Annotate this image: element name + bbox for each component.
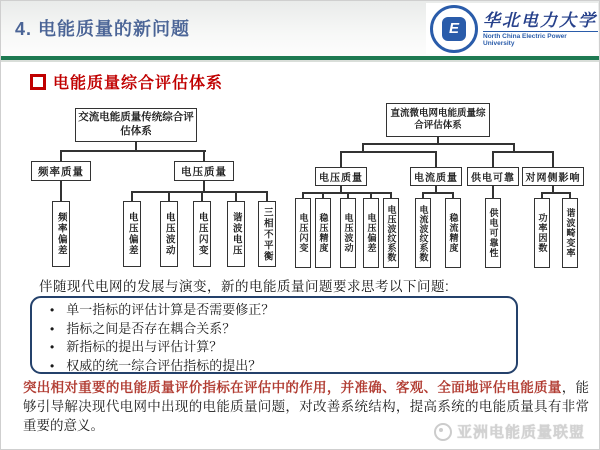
university-name-cn: 华北电力大学 — [483, 10, 597, 30]
ac-leaf: 电压偏差 — [123, 201, 141, 267]
ac-leaf: 频率偏差 — [52, 201, 70, 267]
ac-leaf: 电压波动 — [160, 201, 178, 267]
university-emblem-icon: E — [430, 5, 478, 53]
ac-leaf: 电压闪变 — [193, 201, 211, 267]
dc-leaf: 稳压精度 — [315, 198, 331, 268]
dc-leaf: 电压波动 — [340, 198, 356, 268]
connector-line — [131, 191, 268, 193]
connector-line — [135, 142, 137, 150]
apqi-logo-icon — [434, 423, 452, 441]
footer-watermark — [434, 421, 585, 442]
connector-line — [266, 191, 268, 201]
connector-line — [541, 192, 571, 194]
connector-line — [492, 151, 554, 153]
connector-line — [492, 151, 494, 167]
connector-line — [60, 181, 62, 201]
questions-list — [44, 301, 508, 375]
dc-branch-current: 电流质量 — [410, 167, 462, 186]
dc-leaf: 供电可靠性 — [485, 198, 501, 268]
ac-branch-voltage: 电压质量 — [174, 161, 234, 181]
connector-line — [203, 150, 205, 161]
page-title: 4. 电能质量的新问题 — [15, 19, 191, 39]
slide-header — [1, 1, 600, 56]
ac-tree-root: 交流电能质量传统综合评估体系 — [75, 108, 197, 142]
conclusion-highlight: 突出相对重要的电能质量评价指标在评估中的作用，并准确、客观、全面地评估电能质量 — [23, 380, 562, 395]
dc-branch-voltage: 电压质量 — [315, 167, 367, 186]
question-item: • 指标之间是否存在耦合关系？ — [44, 320, 508, 339]
university-logo — [426, 3, 598, 54]
connector-line — [340, 151, 437, 153]
dc-leaf: 电压偏差 — [363, 198, 379, 268]
question-item: • 新指标的提出与评估计算？ — [44, 338, 508, 357]
question-item: • 权威的统一综合评估指标的提出？ — [44, 357, 508, 376]
footer-brand: 亚洲电能质量联盟 — [456, 424, 585, 441]
dc-leaf: 电压闪变 — [295, 198, 311, 268]
dc-leaf: 电压波纹系数 — [383, 198, 399, 268]
connector-line — [492, 186, 494, 198]
dc-leaf: 电流波纹系数 — [415, 198, 431, 268]
connector-line — [168, 191, 170, 201]
dc-leaf: 稳流精度 — [445, 198, 461, 268]
conclusion-body: ，能够引导解决现代电网中出现的电能质量问题，对改善系统结构，提高系统的电能质量具有非常重要的意义。 — [23, 380, 589, 433]
section-bullet-icon — [30, 74, 46, 90]
dc-leaf: 谐波畸变率 — [562, 198, 578, 268]
university-name-en: North China Electric Power University — [483, 31, 598, 47]
dc-tree-root: 直流微电网电能质量综合评估体系 — [386, 103, 490, 137]
dc-leaf: 功率因数 — [534, 198, 550, 268]
connector-line — [435, 151, 437, 167]
connector-line — [60, 150, 62, 161]
connector-line — [201, 191, 203, 201]
ac-leaf: 三相不平衡 — [258, 201, 276, 267]
section-title: 电能质量综合评估体系 — [53, 75, 224, 92]
connector-line — [362, 143, 515, 145]
lead-text: 伴随现代电网的发展与演变，新的电能质量问题要求思考以下问题: — [39, 279, 450, 294]
question-item: • 单一指标的评估计算是否需要修正？ — [44, 301, 508, 320]
questions-box — [30, 296, 518, 374]
connector-line — [131, 191, 133, 201]
ac-branch-frequency: 频率质量 — [31, 161, 91, 181]
connector-line — [340, 151, 342, 167]
ac-leaf: 谐波电压 — [227, 201, 245, 267]
dc-branch-reliability: 供电可靠 — [467, 167, 519, 186]
connector-line — [235, 191, 237, 201]
connector-line — [552, 151, 554, 167]
header-divider-shadow — [1, 60, 600, 62]
dc-branch-grid-side: 对网侧影响 — [522, 167, 584, 186]
connector-line — [422, 192, 454, 194]
connector-line — [60, 150, 206, 152]
